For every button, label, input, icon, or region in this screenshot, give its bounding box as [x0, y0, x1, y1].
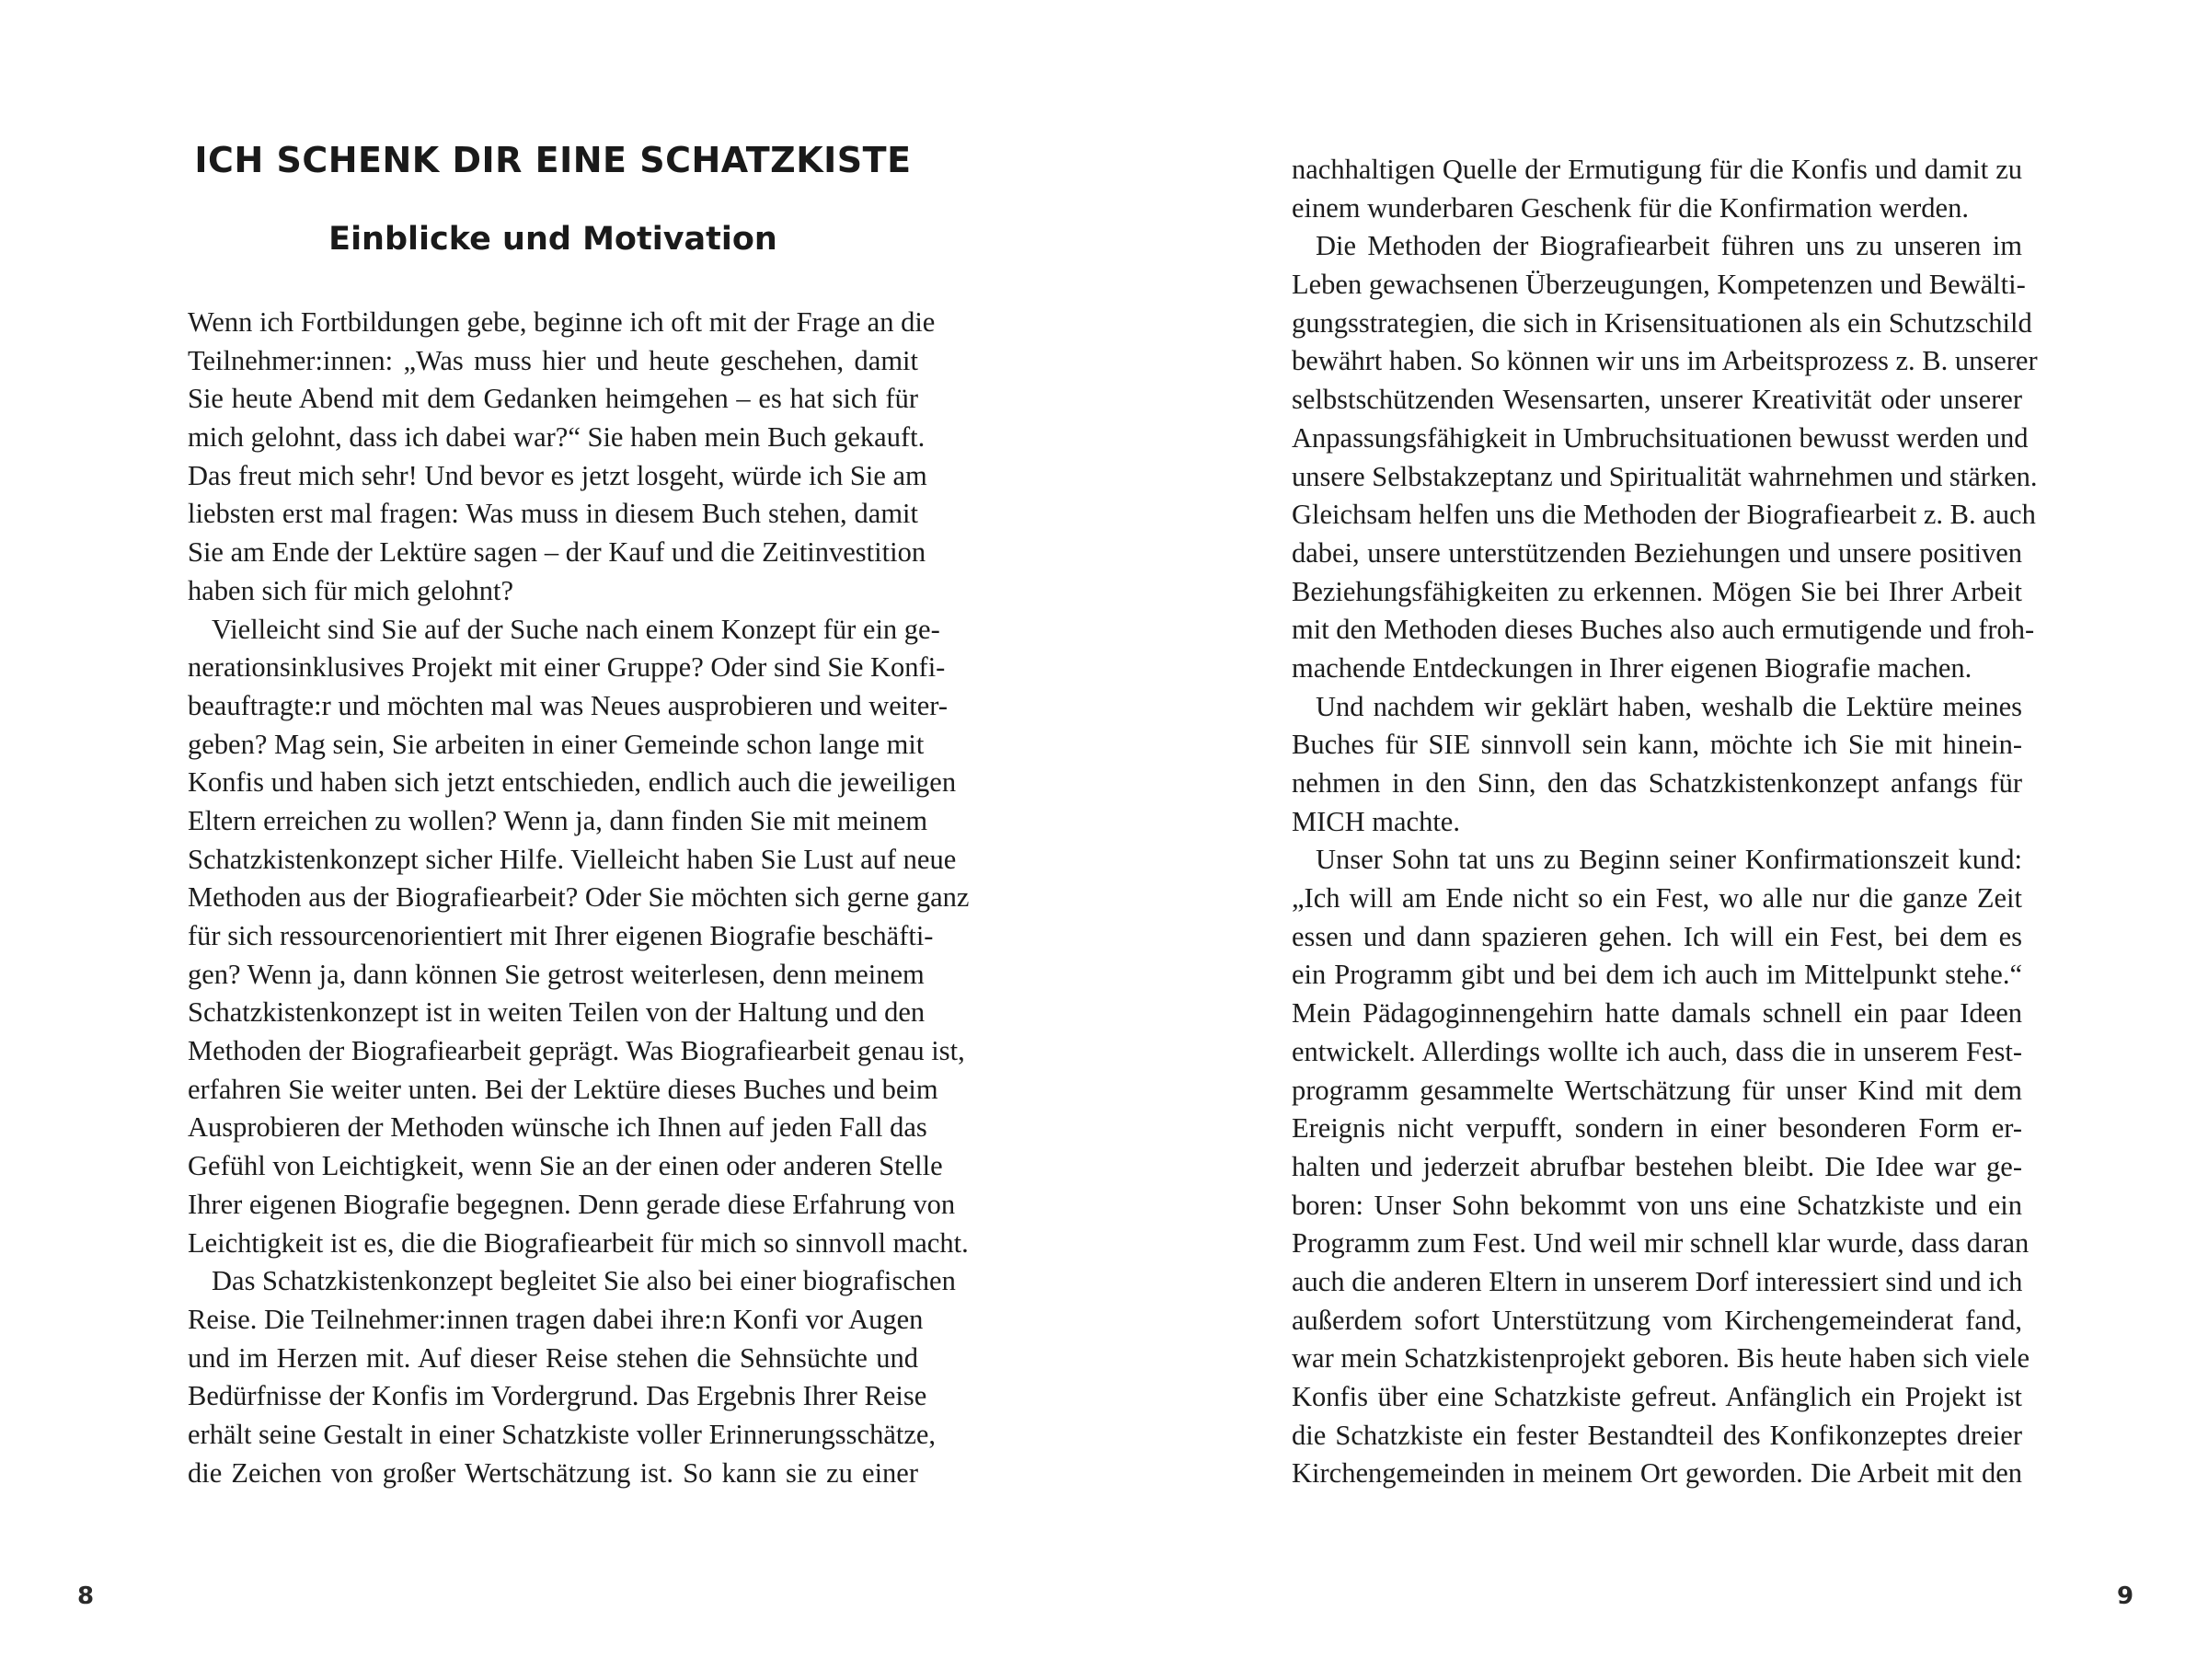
chapter-title: ICH SCHENK DIR EINE SCHATZKISTE: [194, 140, 912, 180]
text-line: geben? Mag sein, Sie arbeiten in einer Gemeinde schon lange mit: [188, 728, 925, 760]
text-line: mich gelohnt, dass ich dabei war?“ Sie haben mein Buch gekauft.: [188, 421, 926, 454]
text-line: Unser Sohn tat uns zu Beginn seiner Konfirmationszeit kund:: [1316, 844, 2022, 876]
text-line: gungsstrategien, die sich in Krisensituationen als ein Schutzschild: [1292, 306, 2032, 339]
text-line: Leben gewachsenen Überzeugungen, Kompetenzen und Bewälti-: [1292, 269, 2026, 301]
text-line: und im Herzen mit. Auf dieser Reise stehen die Sehnsüchte und: [188, 1341, 918, 1374]
text-line: Schatzkistenkonzept sicher Hilfe. Vielleicht haben Sie Lust auf neue: [188, 843, 957, 875]
text-line: erfahren Sie weiter unten. Bei der Lektüre dieses Buches und beim: [188, 1073, 938, 1105]
text-line: nachhaltigen Quelle der Ermutigung für die Konfis und damit zu: [1292, 154, 2022, 185]
text-line: nerationsinklusives Projekt mit einer Gruppe? Oder sind Sie Konfi-: [188, 651, 946, 684]
text-line: machende Entdeckungen in Ihrer eigenen Biografie machen.: [1292, 651, 1972, 684]
text-line: Das freut mich sehr! Und bevor es jetzt losgeht, würde ich Sie am: [188, 459, 927, 491]
text-line: Anpassungsfähigkeit in Umbruchsituationen bewusst werden und: [1292, 421, 2029, 454]
text-line: Die Methoden der Biografiearbeit führen uns zu unseren im: [1316, 230, 2022, 262]
right-body-text: [1292, 151, 2038, 1493]
text-line: einem wunderbaren Geschenk für die Konfirmation werden.: [1292, 191, 1969, 224]
text-line: programm gesammelte Wertschätzung für unser Kind mit dem: [1292, 1074, 2022, 1106]
text-line: die Schatzkiste ein fester Bestandteil des Konfikonzeptes dreier: [1292, 1419, 2022, 1451]
text-line: unsere Selbstakzeptanz und Spiritualität wahrnehmen und stärken.: [1292, 460, 2038, 492]
text-line: Wenn ich Fortbildungen gebe, beginne ich oft mit der Frage an die: [188, 306, 936, 338]
text-line: MICH machte.: [1292, 805, 1460, 837]
text-line: Buches für SIE sinnvoll sein kann, möchte ich Sie mit hinein-: [1292, 729, 2022, 761]
text-line: Und nachdem wir geklärt haben, weshalb die Lektüre meines: [1316, 690, 2022, 722]
page-number-right: 9: [2117, 1582, 2134, 1610]
text-line: Konfis über eine Schatzkiste gefreut. Anfänglich ein Projekt ist: [1292, 1381, 2022, 1412]
text-line: mit den Methoden dieses Buches also auch ermutigende und froh-: [1292, 614, 2035, 646]
text-line: Sie am Ende der Lektüre sagen – der Kauf und die Zeitinvestition: [188, 536, 926, 569]
text-line: Konfis und haben sich jetzt entschieden, endlich auch die jeweiligen: [188, 766, 957, 799]
text-line: nehmen in den Sinn, den das Schatzkistenkonzept anfangs für: [1292, 767, 2022, 799]
text-line: Bedürfnisse der Konfis im Vordergrund. Das Ergebnis Ihrer Reise: [188, 1380, 927, 1412]
text-line: auch die anderen Eltern in unserem Dorf interessiert sind und ich: [1292, 1265, 2023, 1297]
text-line: Mein Pädagoginnengehirn hatte damals schnell ein paar Ideen: [1292, 997, 2022, 1030]
text-line: Vielleicht sind Sie auf der Suche nach einem Konzept für ein ge-: [212, 613, 940, 645]
text-line: Eltern erreichen zu wollen? Wenn ja, dann finden Sie mit meinem: [188, 804, 928, 836]
text-line: selbstschützenden Wesensarten, unserer Kreativität oder unserer: [1292, 384, 2022, 416]
text-line: Gleichsam helfen uns die Methoden der Biografiearbeit z. B. auch: [1292, 499, 2036, 531]
text-line: Leichtigkeit ist es, die die Biografiearbeit für mich so sinnvoll macht.: [188, 1226, 969, 1259]
text-line: essen und dann spazieren gehen. Ich will ein Fest, bei dem es: [1292, 920, 2022, 952]
text-line: für sich ressourcenorientiert mit Ihrer eigenen Biografie beschäfti-: [188, 920, 934, 951]
text-line: Methoden der Biografiearbeit geprägt. Was Biografiearbeit genau ist,: [188, 1035, 965, 1067]
text-line: Ihrer eigenen Biografie begegnen. Denn gerade diese Erfahrung von: [188, 1188, 956, 1220]
text-line: die Zeichen von großer Wertschätzung ist. So kann sie zu einer: [188, 1456, 918, 1489]
text-line: Beziehungsfähigkeiten zu erkennen. Mögen Sie bei Ihrer Arbeit: [1292, 575, 2022, 607]
text-line: halten und jederzeit abrufbar bestehen bleibt. Die Idee war ge-: [1292, 1150, 2022, 1182]
text-line: Ausprobieren der Methoden wünsche ich Ihnen auf jeden Fall das: [188, 1111, 927, 1144]
text-line: Methoden aus der Biografiearbeit? Oder Sie möchten sich gerne ganz: [188, 881, 970, 914]
text-line: entwickelt. Allerdings wollte ich auch, dass die in unserem Fest-: [1292, 1035, 2022, 1067]
text-line: außerdem sofort Unterstützung vom Kirchengemeinderat fand,: [1292, 1304, 2022, 1336]
text-line: ein Programm gibt und bei dem ich auch im Mittelpunkt stehe.“: [1292, 959, 2022, 991]
text-line: Ereignis nicht verpufft, sondern in einer besonderen Form er-: [1292, 1112, 2022, 1145]
text-line: bewährt haben. So können wir uns im Arbeitsprozess z. B. unserer: [1292, 345, 2038, 377]
text-line: war mein Schatzkistenprojekt geboren. Bis heute haben sich viele: [1292, 1342, 2030, 1375]
text-line: haben sich für mich gelohnt?: [188, 574, 514, 606]
text-line: Teilnehmer:innen: „Was muss hier und heute geschehen, damit: [188, 344, 918, 376]
text-line: Schatzkistenkonzept ist in weiten Teilen von der Haltung und den: [188, 996, 926, 1029]
text-line: Das Schatzkistenkonzept begleitet Sie also bei einer biografischen: [212, 1265, 956, 1297]
chapter-subtitle: Einblicke und Motivation: [328, 221, 777, 258]
text-line: gen? Wenn ja, dann können Sie getrost weiterlesen, denn meinem: [188, 958, 925, 990]
text-line: dabei, unsere unterstützenden Beziehungen und unsere positiven: [1292, 536, 2022, 569]
page-number-left: 8: [77, 1582, 95, 1610]
text-line: beauftragte:r und möchten mal was Neues ausprobieren und weiter-: [188, 689, 948, 721]
text-line: Sie heute Abend mit dem Gedanken heimgehen – es hat sich für: [188, 383, 918, 415]
right-page: [1104, 0, 2208, 1680]
text-line: liebsten erst mal fragen: Was muss in diesem Buch stehen, damit: [188, 498, 918, 530]
left-body-text: [188, 304, 970, 1492]
text-line: „Ich will am Ende nicht so ein Fest, wo alle nur die ganze Zeit: [1292, 882, 2022, 915]
text-line: Reise. Die Teilnehmer:innen tragen dabei ihre:n Konfi vor Augen: [188, 1303, 924, 1335]
text-line: Gefühl von Leichtigkeit, wenn Sie an der einen oder anderen Stelle: [188, 1150, 943, 1182]
text-line: Kirchengemeinden in meinem Ort geworden. Die Arbeit mit den: [1292, 1457, 2022, 1490]
text-line: erhält seine Gestalt in einer Schatzkiste voller Erinnerungsschätze,: [188, 1418, 937, 1450]
text-line: boren: Unser Sohn bekommt von uns eine Schatzkiste und ein: [1292, 1189, 2022, 1221]
text-line: Programm zum Fest. Und weil mir schnell klar wurde, dass daran: [1292, 1227, 2030, 1260]
